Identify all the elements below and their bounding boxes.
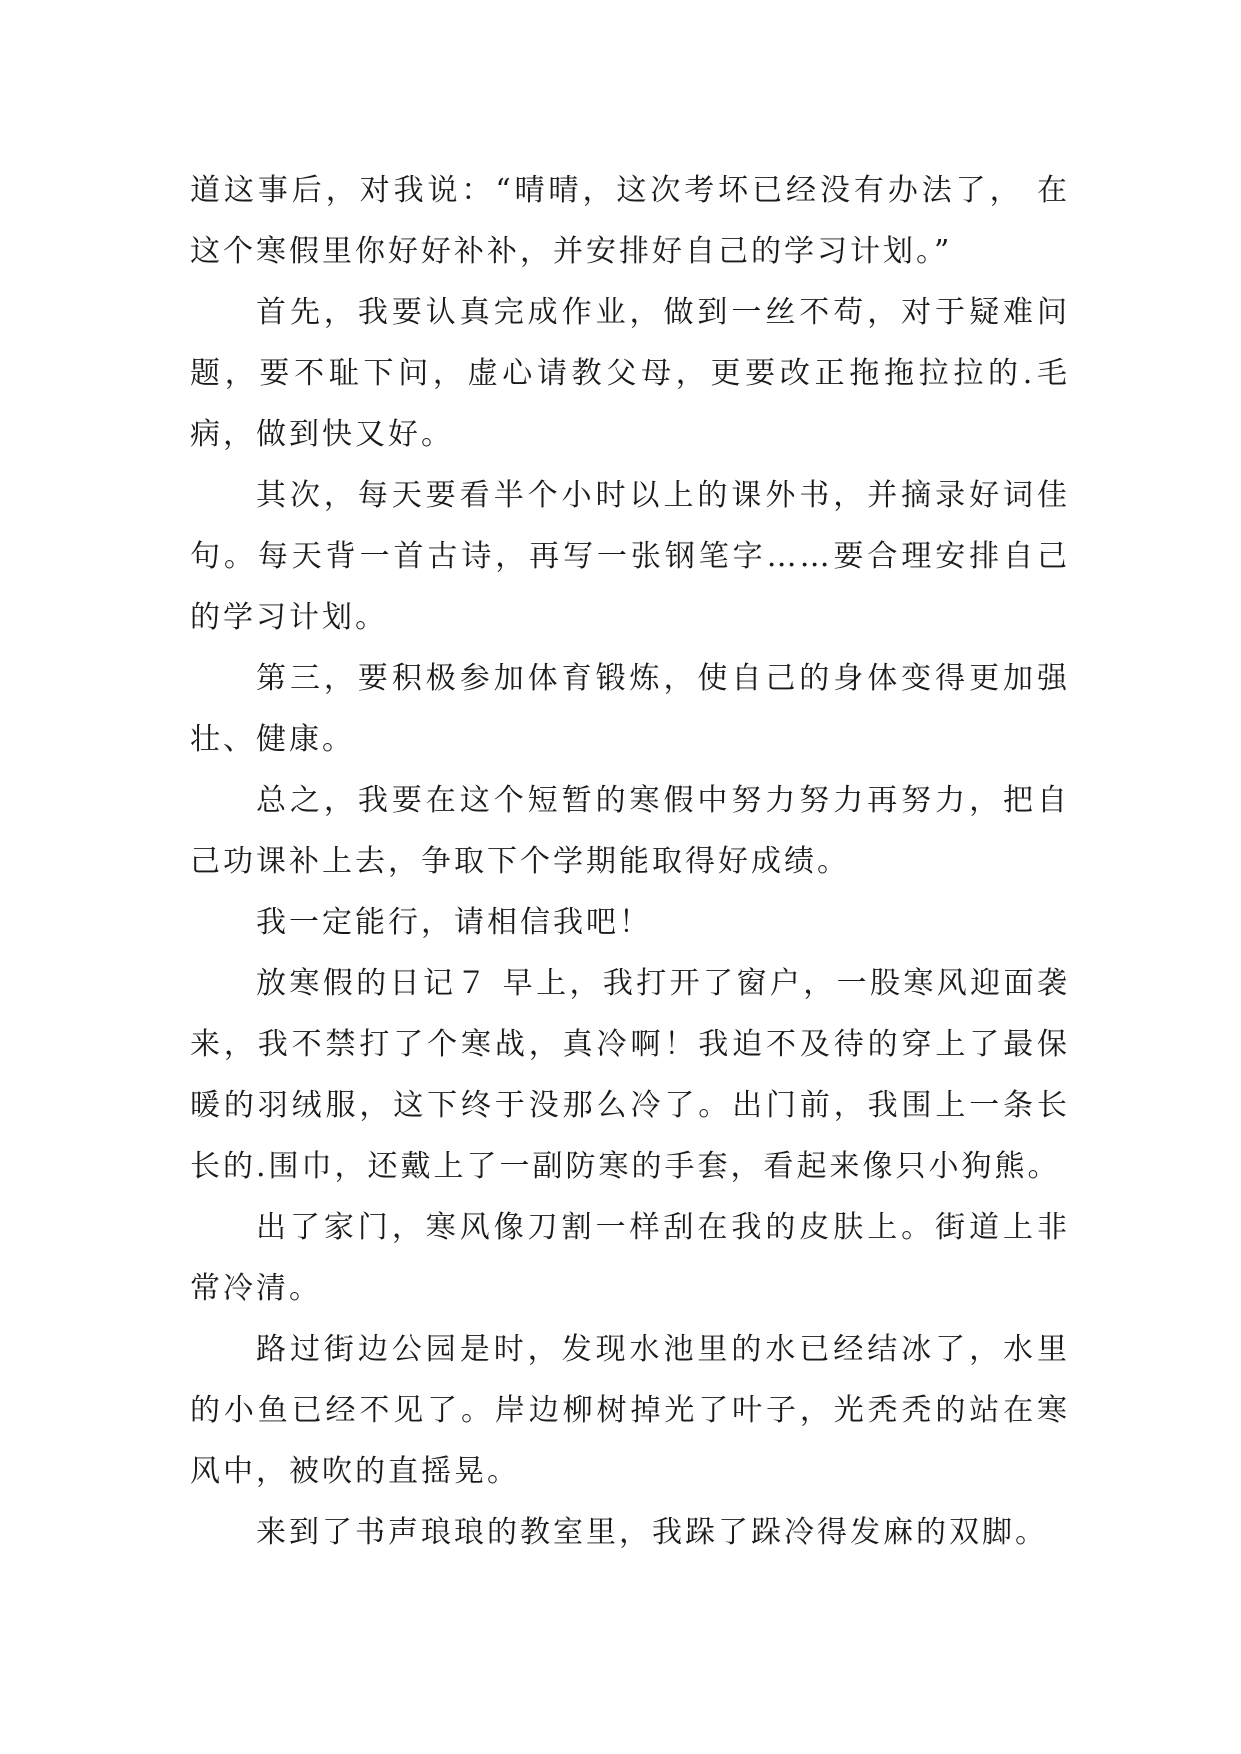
paragraph: 首先，我要认真完成作业，做到一丝不苟，对于疑难问题，要不耻下问，虚心请教父母，更要改正拖拖拉拉的.毛病，做到快又好。 — [190, 295, 1070, 452]
paragraph: 出了家门，寒风像刀割一样刮在我的皮肤上。街道上非常冷清。 — [190, 1210, 1070, 1306]
paragraph: 放寒假的日记７ 早上，我打开了窗户，一股寒风迎面袭来，我不禁打了个寒战，真冷啊！我迫不及待的穿上了最保暖的羽绒服，这下终于没那么冷了。出门前，我围上一条长长的.围巾，还戴上了一副防寒的手套，看起来像只小狗熊。 — [190, 966, 1070, 1184]
paragraph: 道这事后，对我说：“晴晴，这次考坏已经没有办法了， 在这个寒假里你好好补补，并安排好自己的学习计划。” — [190, 173, 1070, 269]
paragraph: 我一定能行，请相信我吧！ — [256, 905, 652, 940]
paragraph: 第三，要积极参加体育锻炼，使自己的身体变得更加强壮、健康。 — [190, 661, 1070, 757]
paragraph: 总之，我要在这个短暂的寒假中努力努力再努力，把自己功课补上去，争取下个学期能取得好成绩。 — [190, 783, 1070, 879]
body-text — [190, 160, 1070, 1563]
paragraph: 路过街边公园是时，发现水池里的水已经结冰了，水里的小鱼已经不见了。岸边柳树掉光了叶子，光秃秃的站在寒风中，被吹的直摇晃。 — [190, 1332, 1070, 1489]
paragraph: 其次，每天要看半个小时以上的课外书，并摘录好词佳句。每天背一首古诗，再写一张钢笔字……要合理安排自己的学习计划。 — [190, 478, 1070, 635]
paragraph: 来到了书声琅琅的教室里，我跺了跺冷得发麻的双脚。 — [256, 1515, 1048, 1550]
